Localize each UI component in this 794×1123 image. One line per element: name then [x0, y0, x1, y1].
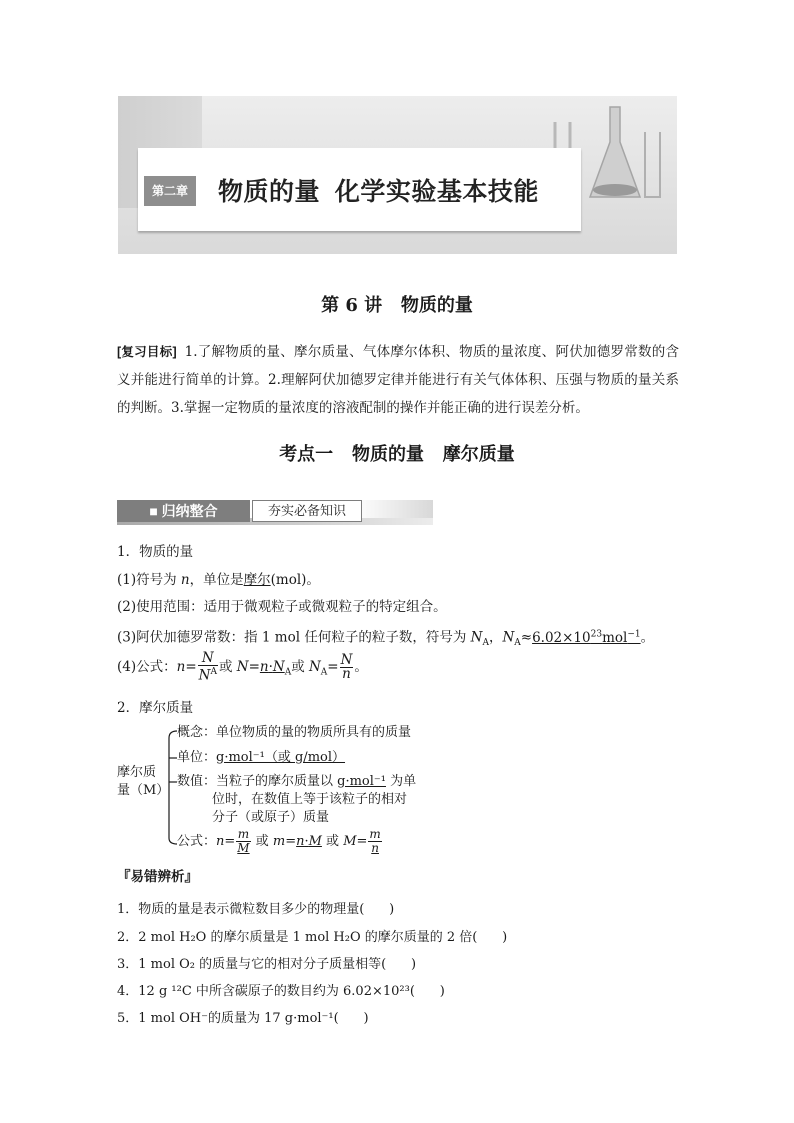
diagram-root: 摩尔质量（M） [117, 765, 170, 798]
chapter-banner [118, 96, 677, 254]
point-1: (1)符号为 n，单位是摩尔(mol)。 [117, 572, 320, 588]
diagram-unit: 单位：g·mol⁻¹（或 g/mol） [177, 750, 346, 765]
section-tag: ■ 归纳整合 [117, 500, 250, 522]
error-analysis-title: 『易错辨析』 [117, 869, 198, 884]
diagram-formula: 公式：n= $\frac{m}{M}$ 或 m=n·M 或 M= $\frac{m}{n}$ [177, 827, 381, 855]
diagram-value-line2: 位时，在数值上等于该粒子的相对 [212, 792, 408, 807]
question-4: 4．12 g ¹²C 中所含碳原子的数目约为 6.02×10²³( ) [117, 984, 445, 999]
diagram-concept: 概念：单位物质的量的物质所具有的质量 [177, 725, 412, 740]
question-1: 1．物质的量是表示微粒数目多少的物理量( ) [117, 902, 395, 917]
heading-amount-of-substance: 1．物质的量 [117, 544, 194, 560]
chapter-badge: 第二章 [144, 176, 196, 206]
point-4-formula: (4)公式：n= $\frac{N}{N^A}$ 或 $N=n\cdot N_A$或 $N_A=$ $\frac{N}{n}$ 。 [117, 650, 368, 684]
chapter-title: 物质的量 化学实验基本技能 [218, 178, 539, 206]
section-subtitle: 夯实必备知识 [252, 500, 362, 522]
diagram-value-line3: 分子（或原子）质量 [212, 810, 330, 825]
objectives-label: [复习目标] [117, 345, 177, 359]
question-2: 2．2 mol H₂O 的摩尔质量是 1 mol H₂O 的摩尔质量的 2 倍( ) [117, 930, 508, 945]
question-5: 5．1 mol OH⁻的质量为 17 g·mol⁻¹( ) [117, 1011, 369, 1026]
point-2: (2)使用范围：适用于微观粒子或微观粒子的特定组合。 [117, 599, 447, 615]
section-heading: 考点一 物质的量 摩尔质量 [279, 444, 515, 465]
lecture-title: 第 6 讲 物质的量 [321, 295, 473, 316]
question-3: 3．1 mol O₂ 的质量与它的相对分子质量相等( ) [117, 957, 417, 972]
molar-mass-diagram [117, 722, 437, 854]
objectives-text: 1.了解物质的量、摩尔质量、气体摩尔体积、物质的量浓度、阿伏加德罗常数的含义并能进行简单的计算。2.理解阿伏加德罗定律并能进行有关气体体积、压强与物质的量关系的判断。3.掌握一定物质的量浓度的溶液配制的操作并能正确的进行误差分析。 [117, 344, 680, 416]
point-3: (3)阿伏加德罗常数：指 1 mol 任何粒子的粒子数，符号为 $N_A$，$N_A\approx 6.02\times 10^{23}mol^{-1}$。 [117, 629, 655, 649]
review-objectives [117, 338, 679, 422]
diagram-value: 数值：当粒子的摩尔质量以 g·mol⁻¹ 为单 [177, 774, 417, 789]
heading-molar-mass: 2．摩尔质量 [117, 700, 194, 716]
